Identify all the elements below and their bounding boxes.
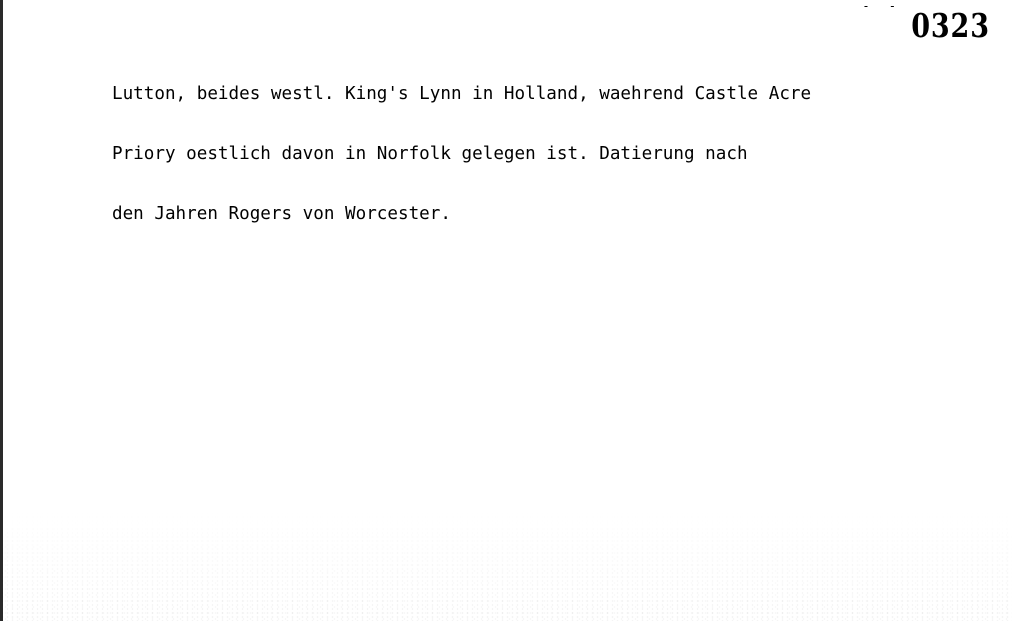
card-number: 0323 <box>911 6 990 45</box>
text-line-2: Priory oestlich davon in Norfolk gelegen ist. Datierung nach <box>112 144 748 164</box>
card-text <box>112 44 992 264</box>
text-line-3: den Jahren Rogers von Worcester. <box>112 204 451 224</box>
scan-speckle <box>0 511 1012 621</box>
top-marks: - - <box>862 0 902 13</box>
text-line-1: Lutton, beides westl. King's Lynn in Holland, waehrend Castle Acre <box>112 84 812 104</box>
